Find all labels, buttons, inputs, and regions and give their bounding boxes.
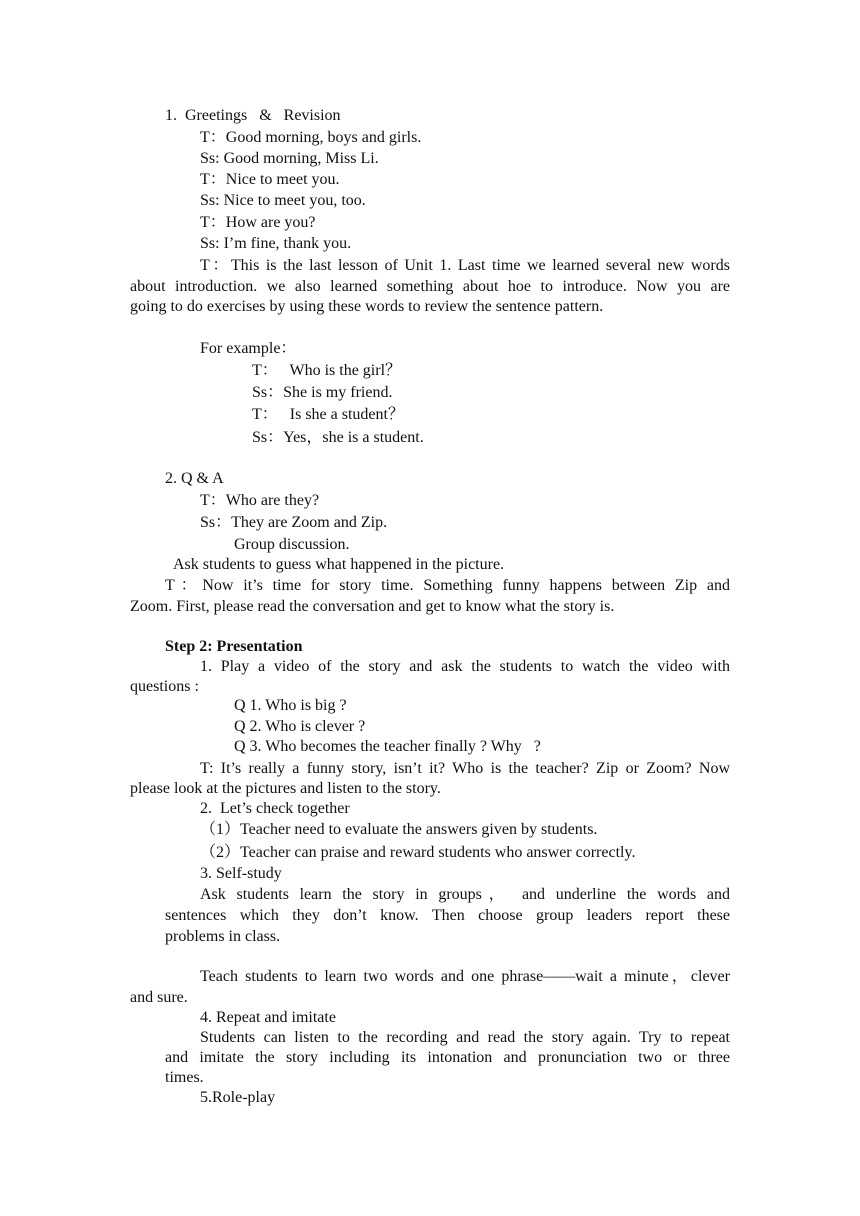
paragraph-line: Students can listen to the recording and read the story again. Try to repeat (200, 1029, 730, 1046)
example-line: T： Is she a student？ (252, 406, 404, 423)
paragraph-line: T：This is the last lesson of Unit 1. Last time we learned several new words (200, 257, 730, 274)
paragraph-line: T: It’s really a funny story, isn’t it? Who is the teacher? Zip or Zoom? Now (200, 760, 730, 777)
section-heading-greetings: 1. Greetings & Revision (165, 107, 341, 124)
paragraph-line: Ask students learn the story in groups， and underline the words and (200, 886, 730, 903)
list-item: （2）Teacher can praise and reward students who answer correctly. (200, 844, 636, 861)
paragraph-line: please look at the pictures and listen to the story. (130, 780, 441, 797)
instruction-line: Ask students to guess what happened in the picture. (173, 556, 505, 573)
paragraph-line: Zoom. First, please read the conversation and get to know what the story is. (130, 598, 615, 615)
paragraph-line: and imitate the story including its intonation and pronunciation two or three (165, 1049, 730, 1066)
paragraph-line: times. (165, 1069, 204, 1086)
list-item: （1）Teacher need to evaluate the answers given by students. (200, 821, 598, 838)
dialogue-line: T：How are you? (200, 214, 316, 231)
paragraph-line: questions : (130, 678, 199, 695)
dialogue-line: Ss: Nice to meet you, too. (200, 192, 366, 209)
section-heading-qa: 2. Q & A (165, 470, 224, 487)
paragraph-line: problems in class. (165, 928, 281, 945)
subsection-heading: 5.Role-play (200, 1089, 276, 1106)
dialogue-line: Ss: I’m fine, thank you. (200, 235, 352, 252)
activity-line: Group discussion. (234, 536, 350, 553)
paragraph-line: and sure. (130, 989, 188, 1006)
example-line: Ss：She is my friend. (252, 384, 393, 401)
example-label: For example： (200, 340, 297, 357)
paragraph-line: Teach students to learn two words and one phrase——wait a minute，clever (200, 968, 730, 985)
paragraph-line: 1. Play a video of the story and ask the students to watch the video with (200, 658, 730, 675)
paragraph-line: about introduction. we also learned something about hoe to introduce. Now you are (130, 278, 730, 295)
question-item: Q 3. Who becomes the teacher finally ? Why ? (234, 738, 541, 755)
dialogue-line: Ss: Good morning, Miss Li. (200, 150, 379, 167)
paragraph-line: going to do exercises by using these words to review the sentence pattern. (130, 298, 604, 315)
question-item: Q 2. Who is clever ? (234, 718, 366, 735)
subsection-heading: 2. Let’s check together (200, 800, 350, 817)
paragraph-line: sentences which they don’t know. Then choose group leaders report these (165, 907, 730, 924)
question-item: Q 1. Who is big ? (234, 697, 347, 714)
subsection-heading: 4. Repeat and imitate (200, 1009, 336, 1026)
example-line: T： Who is the girl？ (252, 362, 402, 379)
subsection-heading: 3. Self-study (200, 865, 282, 882)
step-heading: Step 2: Presentation (165, 638, 303, 655)
paragraph-line: T：Now it’s time for story time. Something funny happens between Zip and (165, 577, 730, 594)
dialogue-line: T：Who are they? (200, 492, 320, 509)
dialogue-line: T：Good morning, boys and girls. (200, 129, 422, 146)
dialogue-line: T：Nice to meet you. (200, 171, 340, 188)
example-line: Ss：Yes，she is a student. (252, 429, 424, 446)
dialogue-line: Ss：They are Zoom and Zip. (200, 514, 388, 531)
